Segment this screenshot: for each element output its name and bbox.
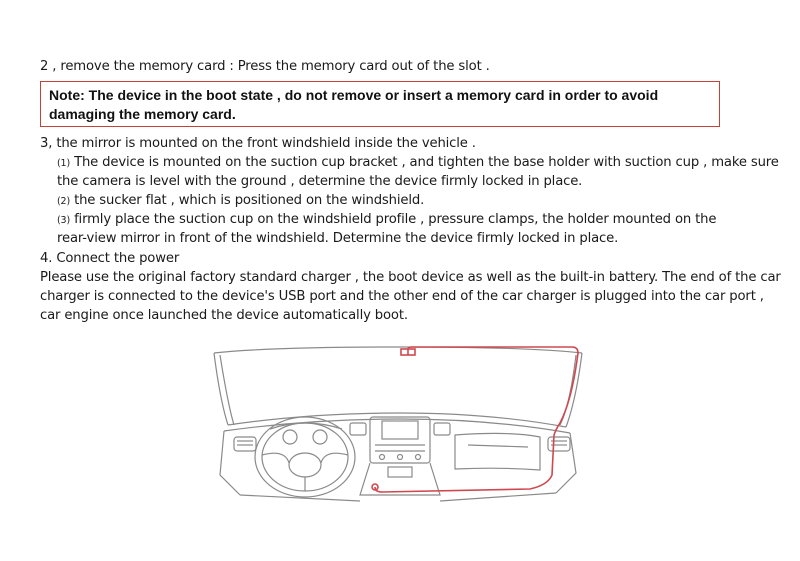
note-line-2: damaging the memory card.: [49, 106, 236, 122]
note-line-1: Note: The device in the boot state , do not remove or insert a memory card in order to avoid: [49, 87, 659, 103]
step3-item3-line1: [57, 211, 716, 230]
step3-item2-text: the sucker flat , which is positioned on the windshield.: [74, 193, 425, 208]
note-box: [40, 81, 720, 127]
step3-item1-number: (1): [57, 158, 71, 169]
step4-heading: 4. Connect the power: [40, 251, 180, 266]
step4-paragraph-line1: Please use the original factory standard charger , the boot device as well as the built-in battery. The end of the car: [40, 270, 781, 285]
step3-item2: [57, 192, 424, 211]
step3-heading: 3, the mirror is mounted on the front windshield inside the vehicle .: [40, 136, 476, 151]
step3-item1-text: The device is mounted on the suction cup bracket , and tighten the base holder with suction cup , make sure: [74, 155, 779, 170]
step2-text: 2 , remove the memory card : Press the memory card out of the slot .: [40, 59, 490, 74]
step3-item3-line2: rear-view mirror in front of the windshield. Determine the device firmly locked in place.: [57, 231, 619, 246]
step3-item1-line2: the camera is level with the ground , determine the device firmly locked in place.: [57, 174, 583, 189]
step3-item1-line1: [57, 154, 779, 173]
step3-item3-number: (3): [57, 215, 71, 226]
dashboard-line-art: [214, 347, 582, 501]
step4-paragraph-line2: charger is connected to the device's USB port and the other end of the car charger is plugged into the car port ,: [40, 289, 764, 304]
step4-paragraph-line3: car engine once launched the device automatically boot.: [40, 308, 408, 323]
step3-item3-text: firmly place the suction cup on the windshield profile , pressure clamps, the holder mounted on the: [74, 212, 717, 227]
car-dashboard-illustration: [210, 345, 590, 510]
step3-item2-number: (2): [57, 196, 71, 207]
